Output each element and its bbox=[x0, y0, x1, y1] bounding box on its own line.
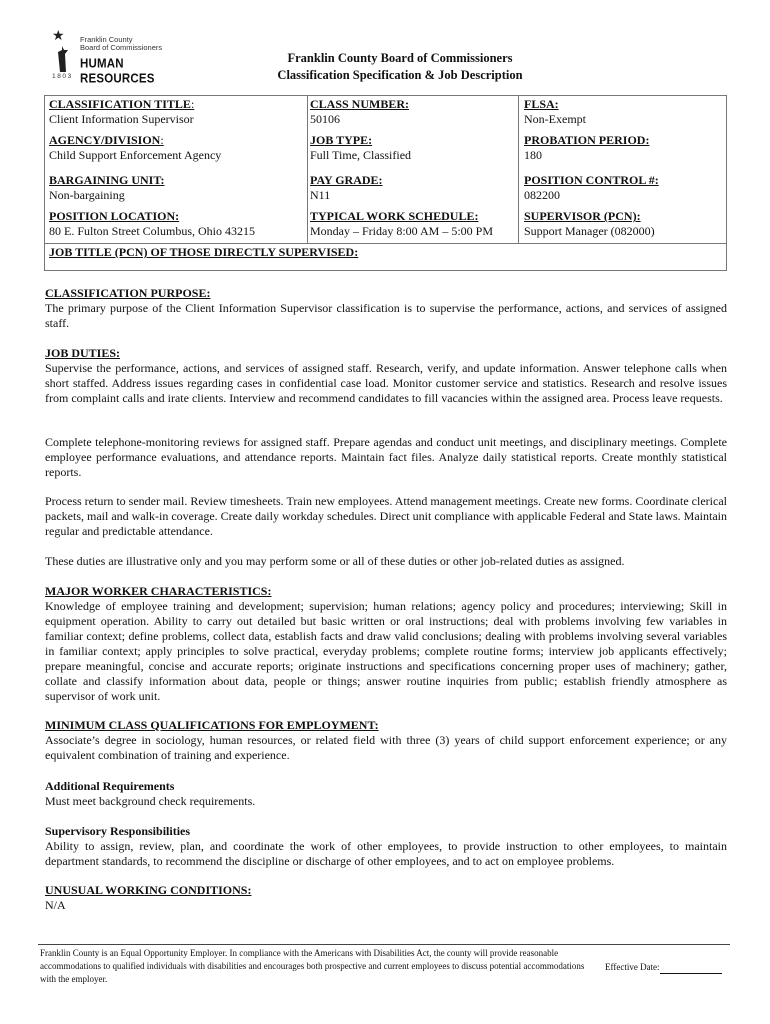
pay-grade-value: N11 bbox=[310, 188, 331, 202]
duties-paragraph: Process return to sender mail. Review timesheets. Train new employees. Attend management meetings. Create new forms. Coordinate clerical packets, mail and walk-in coverage. Create daily workday schedules. Direct unit compliance with applicable Federal and State laws. Maintain regular and predictable attendance. bbox=[45, 494, 727, 538]
job-duties-section-3 bbox=[45, 494, 727, 539]
title-line-1: Franklin County Board of Commissioners bbox=[287, 51, 513, 65]
agency-division-label: AGENCY/DIVISION: bbox=[49, 133, 164, 147]
position-location-label: POSITION LOCATION: bbox=[49, 209, 180, 223]
work-schedule-value: Monday – Friday 8:00 AM – 5:00 PM bbox=[310, 224, 494, 238]
logo-line-county: Franklin County bbox=[80, 35, 133, 44]
probation-period-cell bbox=[524, 133, 724, 163]
section-heading: CLASSIFICATION PURPOSE: bbox=[45, 286, 211, 300]
section-heading: MINIMUM CLASS QUALIFICATIONS FOR EMPLOYMENT: bbox=[45, 718, 379, 732]
effective-date-field bbox=[660, 963, 722, 974]
logo-line-board: Board of Commissioners bbox=[80, 43, 163, 52]
job-type-cell bbox=[310, 133, 515, 163]
class-number-value: 50106 bbox=[310, 112, 340, 126]
bargaining-unit-label: BARGAINING UNIT: bbox=[49, 173, 165, 187]
job-duties-section-2 bbox=[45, 435, 727, 480]
section-text: N/A bbox=[45, 898, 66, 912]
position-location-cell bbox=[49, 209, 305, 239]
flsa-value: Non-Exempt bbox=[524, 112, 586, 126]
work-schedule-cell bbox=[310, 209, 516, 239]
effective-date-label: Effective Date: bbox=[605, 962, 660, 972]
section-text: Knowledge of employee training and development; supervision; human relations; agency policy and procedures; interviewing; Skill in equipment operation. Ability to carry out detailed but basic written or oral instructions; deal with problems involving few variables in familiar context; define problems, collect data, establish facts and draw valid conclusions; dealing with problems involving several variables in familiar context; apply principles to solve practical, everyday problems; complete routine forms; interview job applicants effectively; prepare meaningful, concise and accurate reports; originate instructions and specifications concerning proper uses of machinery; gather, collate and classify information about data, people or things; answer routine inquiries from public; establish friendly atmosphere as supervisor of work unit. bbox=[45, 599, 727, 703]
supervised-label: JOB TITLE (PCN) OF THOSE DIRECTLY SUPERVISED: bbox=[49, 245, 359, 259]
classification-info-table bbox=[44, 95, 727, 271]
agency-division-value: Child Support Enforcement Agency bbox=[49, 148, 222, 162]
logo-year: 1803 bbox=[52, 73, 73, 80]
classification-title-cell bbox=[49, 97, 305, 127]
supervisor-value: Support Manager (082000) bbox=[524, 224, 655, 238]
duties-paragraph: Supervise the performance, actions, and services of assigned staff. Research, verify, and update information. Answer telephone calls when short staffed. Address issues regarding cases in confidential case load. Monitor customer service and statistics. Research and resolve issues from complaint calls and irate clients. Interview and recommend candidates to fill vacancies within the assigned area. Process leave requests. bbox=[45, 361, 727, 405]
flsa-cell bbox=[524, 97, 724, 127]
job-duties-section bbox=[45, 346, 727, 406]
working-conditions-section bbox=[45, 883, 727, 913]
position-control-value: 082200 bbox=[524, 188, 560, 202]
duties-paragraph: These duties are illustrative only and you may perform some or all of these duties or other job-related duties as assigned. bbox=[45, 554, 625, 568]
section-text: Must meet background check requirements. bbox=[45, 794, 256, 808]
supervisory-responsibilities-section bbox=[45, 824, 727, 869]
position-control-label: POSITION CONTROL #: bbox=[524, 173, 659, 187]
effective-date bbox=[605, 961, 722, 974]
star-icon: ★ bbox=[52, 29, 65, 44]
county-emblem-icon bbox=[52, 46, 74, 72]
supervisor-label: SUPERVISOR (PCN): bbox=[524, 209, 641, 223]
additional-requirements-section bbox=[45, 779, 727, 809]
job-type-value: Full Time, Classified bbox=[310, 148, 412, 162]
table-divider bbox=[518, 96, 519, 243]
eeo-statement: Franklin County is an Equal Opportunity Employer. In compliance with the Americans with Disabilities Act, the county will provide reasonable accommodations to qualified individuals with disabilities and encourages both prospective and current employees to discuss potential accommodations with the employer. bbox=[40, 948, 585, 984]
section-text: Associate’s degree in sociology, human resources, or related field with three (3) years of child support enforcement experience; or any equivalent combination of training and experience. bbox=[45, 733, 727, 762]
pay-grade-cell bbox=[310, 173, 515, 203]
section-heading: UNUSUAL WORKING CONDITIONS: bbox=[45, 883, 252, 897]
duties-paragraph: Complete telephone-monitoring reviews for assigned staff. Prepare agendas and conduct unit meetings, and disciplinary meetings. Complete employee performance evaluations, and attendance reports. Maintain fact files. Analyze daily statistical reports. Create monthly statistical reports. bbox=[45, 435, 727, 479]
section-text: The primary purpose of the Client Information Supervisor classification is to supervise the performance, actions, and services of assigned staff. bbox=[45, 301, 727, 330]
worker-characteristics-section bbox=[45, 584, 727, 704]
section-heading: MAJOR WORKER CHARACTERISTICS: bbox=[45, 584, 272, 598]
title-line-2: Classification Specification & Job Description bbox=[277, 68, 523, 82]
bargaining-unit-value: Non-bargaining bbox=[49, 188, 125, 202]
probation-period-value: 180 bbox=[524, 148, 542, 162]
flsa-label: FLSA: bbox=[524, 97, 559, 111]
table-divider bbox=[307, 96, 308, 243]
classification-title-label: CLASSIFICATION TITLE: bbox=[49, 97, 195, 111]
section-heading: JOB DUTIES: bbox=[45, 346, 121, 360]
section-text: Ability to assign, review, plan, and coordinate the work of other employees, to provide instruction to other employees, to maintain department standards, to recommend the discipline or discharge of other employees, and to act on employee problems. bbox=[45, 839, 727, 868]
section-heading: Additional Requirements bbox=[45, 779, 175, 793]
pay-grade-label: PAY GRADE: bbox=[310, 173, 383, 187]
position-control-cell bbox=[524, 173, 724, 203]
classification-title-value: Client Information Supervisor bbox=[49, 112, 194, 126]
work-schedule-label: TYPICAL WORK SCHEDULE: bbox=[310, 209, 479, 223]
supervised-cell bbox=[49, 245, 724, 260]
logo-department: HUMAN RESOURCES bbox=[80, 57, 155, 86]
footer-divider bbox=[38, 944, 730, 945]
job-type-label: JOB TYPE: bbox=[310, 133, 373, 147]
franklin-county-logo bbox=[48, 29, 188, 86]
table-divider bbox=[45, 243, 726, 244]
section-heading: Supervisory Responsibilities bbox=[45, 824, 191, 838]
document-title bbox=[200, 50, 600, 84]
minimum-qualifications-section bbox=[45, 718, 727, 763]
job-duties-section-4 bbox=[45, 554, 727, 569]
supervisor-cell bbox=[524, 209, 724, 239]
agency-division-cell bbox=[49, 133, 305, 163]
class-number-label: CLASS NUMBER: bbox=[310, 97, 410, 111]
class-number-cell bbox=[310, 97, 515, 127]
classification-purpose-section bbox=[45, 286, 727, 331]
position-location-value: 80 E. Fulton Street Columbus, Ohio 43215 bbox=[49, 224, 256, 238]
probation-period-label: PROBATION PERIOD: bbox=[524, 133, 650, 147]
bargaining-unit-cell bbox=[49, 173, 305, 203]
